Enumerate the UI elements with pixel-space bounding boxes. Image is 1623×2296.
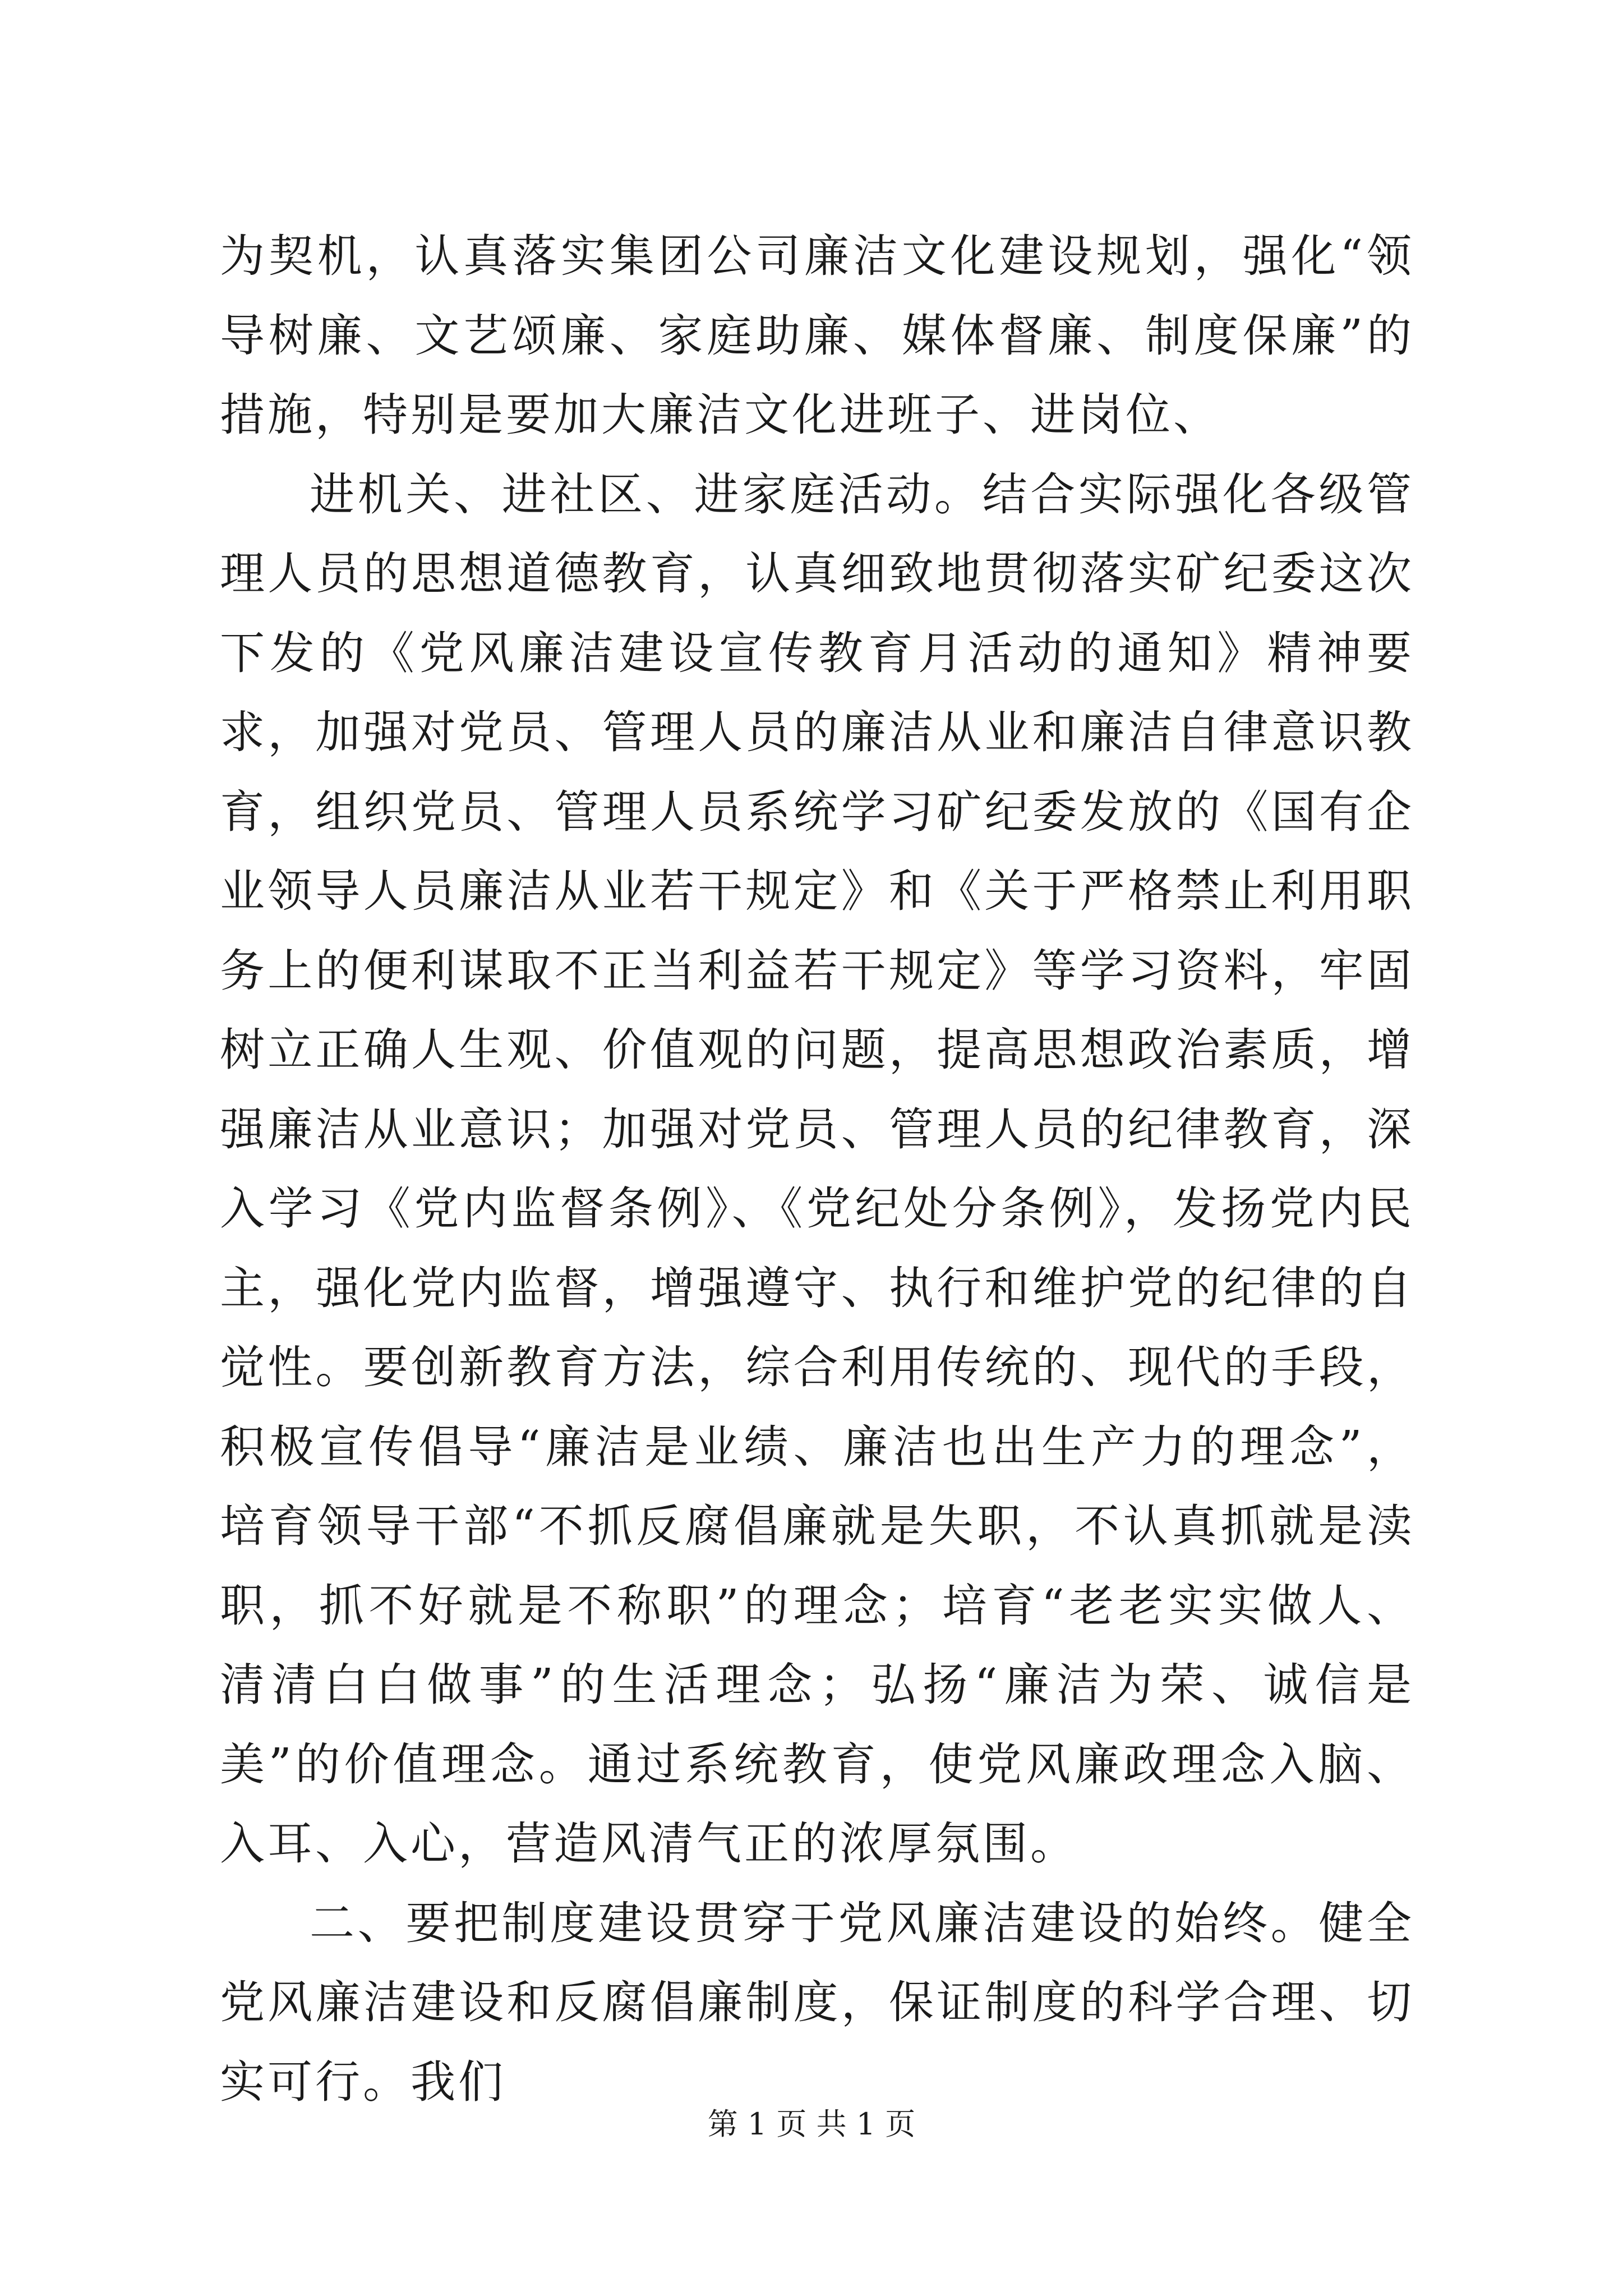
paragraph-1: 为契机，认真落实集团公司廉洁文化建设规划，强化“领导树廉、文艺颂廉、家庭助廉、媒体督廉、制度保廉”的措施，特别是要加大廉洁文化进班子、进岗位、 <box>220 230 1414 441</box>
document-body <box>220 217 1414 2122</box>
paragraph-3: 二、要把制度建设贯穿于党风廉洁建设的始终。健全党风廉洁建设和反腐倡廉制度，保证制度的科学合理、切实可行。我们 <box>220 1897 1414 2108</box>
page-footer: 第 1 页 共 1 页 <box>707 2106 916 2142</box>
paragraph-2: 进机关、进社区、进家庭活动。结合实际强化各级管理人员的思想道德教育，认真细致地贯彻落实矿纪委这次下发的《党风廉洁建设宣传教育月活动的通知》精神要求，加强对党员、管理人员的廉洁从业和廉洁自律意识教育，组织党员、管理人员系统学习矿纪委发放的《国有企业领导人员廉洁从业若干规定》和《关于严格禁止利用职务上的便利谋取不正当利益若干规定》等学习资料，牢固树立正确人生观、价值观的问题，提高思想政治素质，增强廉洁从业意识；加强对党员、管理人员的纪律教育，深入学习《党内监督条例》、《党纪处分条例》，发扬党内民主，强化党内监督，增强遵守、执行和维护党的纪律的自觉性。要创新教育方法，综合利用传统的、现代的手段，积极宣传倡导“廉洁是业绩、廉洁也出生产力的理念”，培育领导干部“不抓反腐倡廉就是失职，不认真抓就是渎职，抓不好就是不称职”的理念；培育“老老实实做人、清清白白做事”的生活理念；弘扬“廉洁为荣、诚信是美”的价值理念。通过系统教育，使党风廉政理念入脑、入耳、入心，营造风清气正的浓厚氛围。 <box>220 468 1414 1870</box>
